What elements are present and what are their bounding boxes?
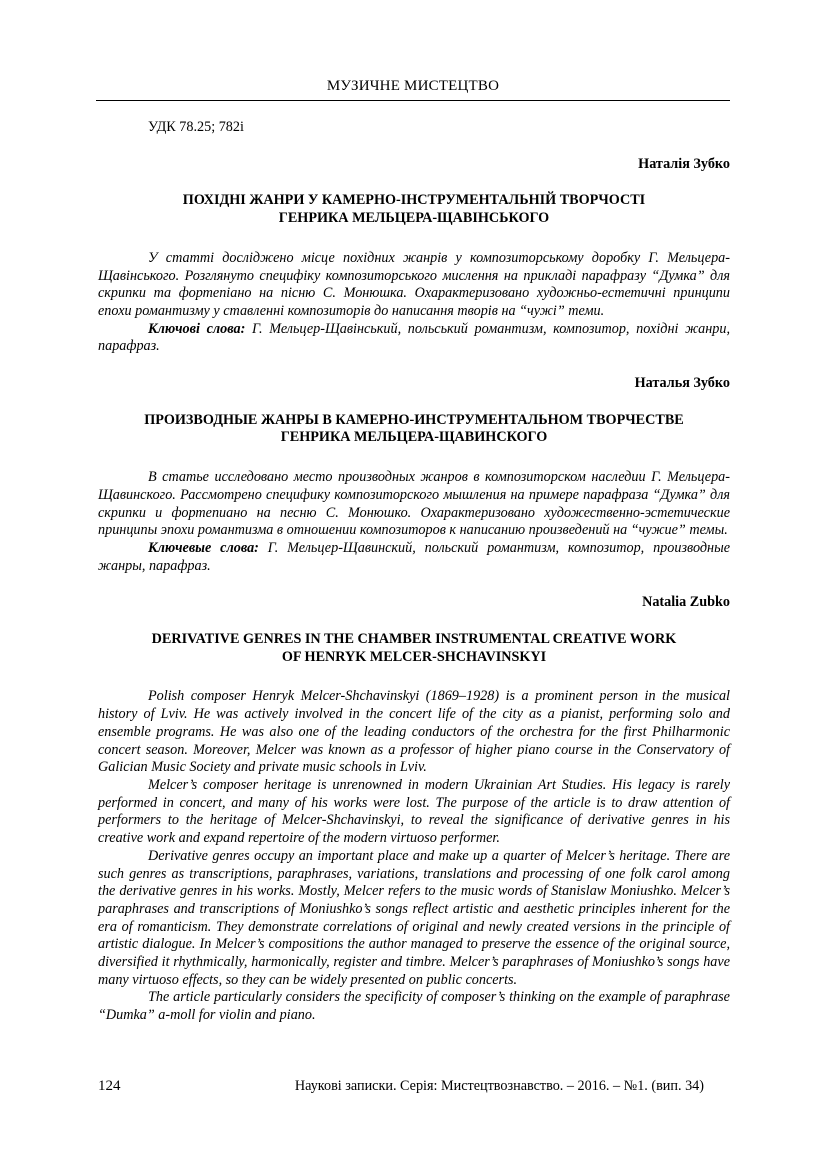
abstract-ukrainian-text: У статті досліджено місце похідних жанрів у композиторському доробку Г. Мельцера-Щавінського. Розглянуто специфіку композиторського мислення на прикладі парафразу “Думка” для скрипки та фортепіано на пісню С. Монюшка. Охарактеризовано художньо-естетичні принципи епохи романтизму у ставленні композиторів до написання творів на “чужі” теми. bbox=[98, 249, 730, 319]
running-header: МУЗИЧНЕ МИСТЕЦТВО bbox=[326, 78, 500, 94]
english-paragraph: Polish composer Henryk Melcer-Shchavinskyi (1869–1928) is a prominent person in the musical history of Lviv. He was actively involved in the concert life of the city as a pianist, performing solo and ensemble programs. He was also one of the leading conductors of the orchestra for the first Philharmonic concert season. Moreover, Melcer was known as a professor of higher piano course in the Conservatory of Galician Music Society and private music schools in Lviv. bbox=[98, 688, 730, 776]
udc-code: УДК 78.25; 782і bbox=[148, 119, 244, 135]
title-ukrainian-line2: ГЕНРИКА МЕЛЬЦЕРА-ЩАВІНСЬКОГО bbox=[278, 210, 550, 227]
title-english-line1: DERIVATIVE GENRES IN THE CHAMBER INSTRUMENTAL CREATIVE WORK bbox=[151, 631, 677, 648]
author-english: Natalia Zubko bbox=[642, 594, 730, 611]
article-content bbox=[98, 119, 730, 1025]
keywords-ukrainian-label: Ключові слова: bbox=[148, 320, 246, 337]
page-number: 124 bbox=[98, 1078, 121, 1094]
keywords-russian bbox=[98, 540, 730, 575]
abstract-russian bbox=[98, 469, 730, 540]
journal-citation: Наукові записки. Серія: Мистецтвознавство. – 2016. – №1. (вип. 34) bbox=[294, 1078, 704, 1094]
english-paragraph: The article particularly considers the specificity of composer’s thinking on the example of paraphrase “Dumka” a-moll for violin and piano. bbox=[98, 989, 730, 1024]
keywords-russian-text: Г. Мельцер-Щавинский, польский романтизм, композитор, производные жанры, парафраз. bbox=[98, 539, 730, 574]
title-russian-line1: ПРОИЗВОДНЫЕ ЖАНРЫ В КАМЕРНО-ИНСТРУМЕНТАЛЬНОМ ТВОРЧЕСТВЕ bbox=[144, 411, 684, 428]
abstract-ukrainian bbox=[98, 250, 730, 321]
title-english-line2: OF HENRYK MELCER-SHCHAVINSKYI bbox=[281, 648, 547, 665]
english-paragraph: Melcer’s composer heritage is unrenowned in modern Ukrainian Art Studies. His legacy is rarely performed in concert, and many of his works were lost. The purpose of the article is to draw attention of performers to the heritage of Melcer-Shchavinskyi, to reveal the significance of derivative genres in his creative work and expand repertoire of the modern virtuoso performer. bbox=[98, 776, 730, 847]
title-russian-line2: ГЕНРИКА МЕЛЬЦЕРА-ЩАВИНСКОГО bbox=[280, 429, 548, 446]
title-ukrainian-line1: ПОХІДНІ ЖАНРИ У КАМЕРНО-ІНСТРУМЕНТАЛЬНІЙ ТВОРЧОСТІ bbox=[182, 192, 646, 209]
keywords-russian-label: Ключевые слова: bbox=[148, 539, 259, 556]
abstract-english bbox=[98, 688, 730, 1024]
keywords-ukrainian-text: Г. Мельцер-Щавінський, польський романтизм, композитор, похідні жанри, парафраз. bbox=[98, 320, 730, 355]
abstract-russian-text: В статье исследовано место производных жанров в композиторском наследии Г. Мельцера-Щавинского. Рассмотрено специфику композиторского мышления на примере парафраза “Думка” для скрипки и фортепиано на песню С. Монюшко. Охарактеризовано художественно-эстетические принципы эпохи романтизма в отношении композиторов к написанию произведений на “чужие” темы. bbox=[98, 469, 730, 539]
author-ukrainian: Наталія Зубко bbox=[638, 155, 730, 172]
header-divider bbox=[96, 100, 730, 101]
keywords-ukrainian bbox=[98, 321, 730, 356]
english-paragraph: Derivative genres occupy an important place and make up a quarter of Melcer’s heritage. There are such genres as transcriptions, paraphrases, variations, translations and processing of one folk carol among the derivative genres in his works. Mostly, Melcer refers to the music words of Stanislaw Moniushko. Melcer’s paraphrases and transcriptions of Moniushko’s songs reflect artistic and aesthetic principles inherent for the era of romanticism. They demonstrate correlations of original and newly created versions in the principle of artistic dialogue. In Melcer’s compositions the author managed to preserve the essence of the original source, diversified it rhythmically, harmonically, register and timbre. Melcer’s paraphrases of Moniushko’s songs have many virtuoso effects, so they can be widely presented on public concerts. bbox=[98, 847, 730, 988]
author-russian: Наталья Зубко bbox=[634, 375, 730, 392]
